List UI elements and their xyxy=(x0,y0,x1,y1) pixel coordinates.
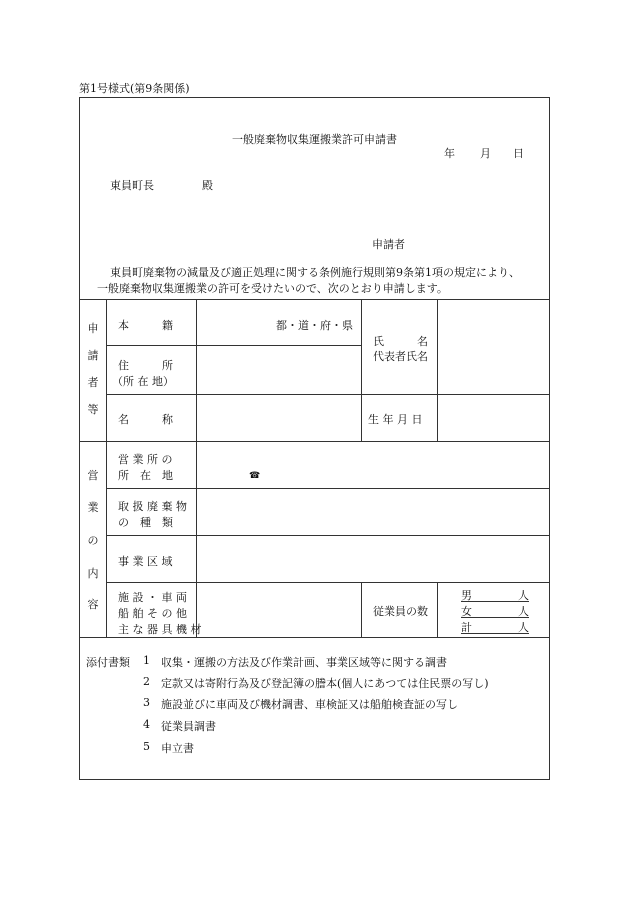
divider xyxy=(79,299,550,300)
office-location-label: 所 在 地 xyxy=(118,469,173,482)
male-count-row xyxy=(461,588,529,602)
telephone-icon: ☎ xyxy=(249,471,261,481)
side-label-char: 等 xyxy=(87,403,99,416)
side-label-char: 申 xyxy=(87,322,99,335)
waste-type-label: 取 扱 廃 棄 物 xyxy=(118,500,187,513)
divider xyxy=(106,394,550,395)
attachment-item: 申立書 xyxy=(161,742,194,755)
facility-label: 船 舶 そ の 他 xyxy=(118,607,187,620)
divider xyxy=(437,582,438,637)
side-label-char: 営 xyxy=(87,469,99,482)
honorific: 殿 xyxy=(202,179,213,192)
date-day-label: 日 xyxy=(513,147,524,160)
date-month-label: 月 xyxy=(480,147,491,160)
attachment-item: 従業員調書 xyxy=(161,720,216,733)
form-number: 第1号様式(第9条関係) xyxy=(79,82,190,95)
side-label-char: の xyxy=(87,534,99,547)
female-count-row xyxy=(461,604,529,618)
attachment-number: 5 xyxy=(143,740,150,753)
total-label: 計 xyxy=(461,621,472,634)
representative-name-label: 代表者氏名 xyxy=(373,350,428,363)
side-label-char: 請 xyxy=(87,349,99,362)
divider xyxy=(106,299,107,441)
divider xyxy=(196,299,197,637)
attachment-item: 収集・運搬の方法及び作業計画、事業区域等に関する調書 xyxy=(161,656,447,669)
name-label: 氏 名 xyxy=(373,335,428,348)
side-label-char: 内 xyxy=(87,567,99,580)
side-label-char: 者 xyxy=(87,376,99,389)
person-unit: 人 xyxy=(518,605,529,618)
company-name-label: 名 称 xyxy=(118,413,173,426)
address-label: 住 所 xyxy=(118,359,173,372)
divider xyxy=(361,299,362,441)
attachment-number: 1 xyxy=(143,654,150,667)
divider xyxy=(437,299,438,441)
divider xyxy=(106,441,107,637)
divider xyxy=(361,582,362,637)
person-unit: 人 xyxy=(518,621,529,634)
facility-label: 主 な 器 具 機 材 xyxy=(118,623,202,636)
attachment-item: 定款又は寄附行為及び登記簿の謄本(個人にあつては住民票の写し) xyxy=(161,677,489,690)
attachment-number: 3 xyxy=(143,696,150,709)
divider xyxy=(106,535,550,536)
attachments-label: 添付書類 xyxy=(86,656,130,669)
attachment-number: 2 xyxy=(143,675,150,688)
total-count-row xyxy=(461,620,529,634)
office-label: 営 業 所 の xyxy=(118,453,173,466)
address-sublabel: （所 在 地） xyxy=(112,375,174,388)
attachment-item: 施設並びに車両及び機材調書、車検証又は船舶検査証の写し xyxy=(161,698,458,711)
side-label-char: 業 xyxy=(87,501,99,514)
applicant-label: 申請者 xyxy=(372,238,405,251)
addressee: 東員町長 xyxy=(110,179,154,192)
date-year-label: 年 xyxy=(444,147,455,160)
intro-text-line2: 一般廃棄物収集運搬業の許可を受けたいので、次のとおり申請します。 xyxy=(97,282,448,295)
intro-text-line1: 東員町廃棄物の減量及び適正処理に関する条例施行規則第9条第1項の規定により、 xyxy=(110,266,520,279)
business-area-label: 事 業 区 域 xyxy=(118,555,173,568)
female-label: 女 xyxy=(461,605,472,618)
side-label-char: 容 xyxy=(87,598,99,611)
birthdate-label: 生 年 月 日 xyxy=(368,413,423,426)
male-label: 男 xyxy=(461,589,472,602)
waste-type-sublabel: の 種 類 xyxy=(118,516,173,529)
divider xyxy=(79,441,550,442)
prefecture-options: 都・道・府・県 xyxy=(276,319,353,332)
divider xyxy=(106,582,550,583)
divider xyxy=(79,637,550,638)
divider xyxy=(106,345,361,346)
divider xyxy=(106,488,550,489)
facility-label: 施 設 ・ 車 両 xyxy=(118,591,187,604)
employee-count-label: 従業員の数 xyxy=(373,605,428,618)
attachment-number: 4 xyxy=(143,718,150,731)
honseki-label: 本 籍 xyxy=(118,319,173,332)
person-unit: 人 xyxy=(518,589,529,602)
form-title: 一般廃棄物収集運搬業許可申請書 xyxy=(232,133,397,146)
